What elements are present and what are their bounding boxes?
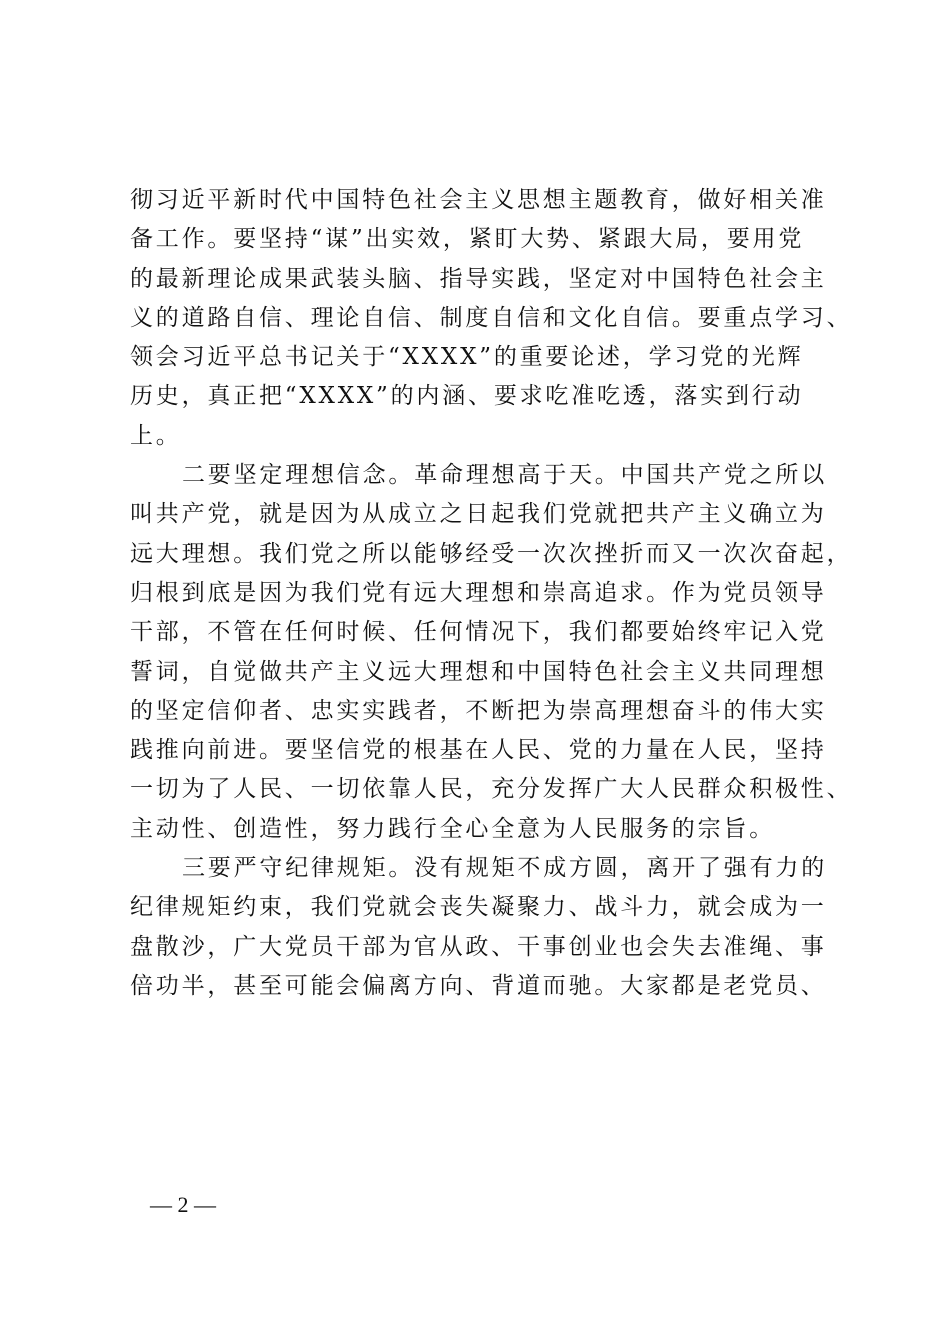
text-line: 历史，真正把“XXXX”的内涵、要求吃准吃透，落实到行动 <box>130 383 804 410</box>
text-line: 义的道路自信、理论自信、制度自信和文化自信。要重点学习、 <box>130 304 853 331</box>
text-line: 倍功半，甚至可能会偏离方向、背道而驰。大家都是老党员、 <box>130 972 827 999</box>
text-line: 远大理想。我们党之所以能够经受一次次挫折而又一次次奋起， <box>130 540 853 567</box>
text-line: 备工作。要坚持“谋”出实效，紧盯大势、紧跟大局，要用党 <box>130 226 805 253</box>
text-line: 纪律规矩约束，我们党就会丧失凝聚力、战斗力，就会成为一 <box>130 894 827 921</box>
page-number: — 2 — <box>150 1192 216 1217</box>
text-line: 上。 <box>130 422 182 449</box>
text-line: 盘散沙，广大党员干部为官从政、干事创业也会失去准绳、事 <box>130 933 827 960</box>
text-line: 彻习近平新时代中国特色社会主义思想主题教育，做好相关准 <box>130 187 827 213</box>
text-line: 一切为了人民、一切依靠人民，充分发挥广大人民群众积极性、 <box>130 776 853 803</box>
text-line: 的坚定信仰者、忠实实践者，不断把为崇高理想奋斗的伟大实 <box>130 697 827 724</box>
document-body <box>130 181 870 1006</box>
paragraph-first-line: 三要严守纪律规矩。没有规矩不成方圆，离开了强有力的 <box>182 855 827 882</box>
text-line: 领会习近平总书记关于“XXXX”的重要论述，学习党的光辉 <box>130 344 804 371</box>
paragraph-first-line: 二要坚定理想信念。革命理想高于天。中国共产党之所以 <box>182 462 827 489</box>
text-line: 归根到底是因为我们党有远大理想和崇高追求。作为党员领导 <box>130 579 827 606</box>
text-line: 的最新理论成果武装头脑、指导实践，坚定对中国特色社会主 <box>130 265 827 292</box>
text-line: 主动性、创造性，努力践行全心全意为人民服务的宗旨。 <box>130 815 775 842</box>
text-line: 干部，不管在任何时候、任何情况下，我们都要始终牢记入党 <box>130 619 827 646</box>
text-line: 叫共产党，就是因为从成立之日起我们党就把共产主义确立为 <box>130 501 827 528</box>
text-line: 践推向前进。要坚信党的根基在人民、党的力量在人民，坚持 <box>130 737 827 764</box>
text-line: 誓词，自觉做共产主义远大理想和中国特色社会主义共同理想 <box>130 658 827 685</box>
